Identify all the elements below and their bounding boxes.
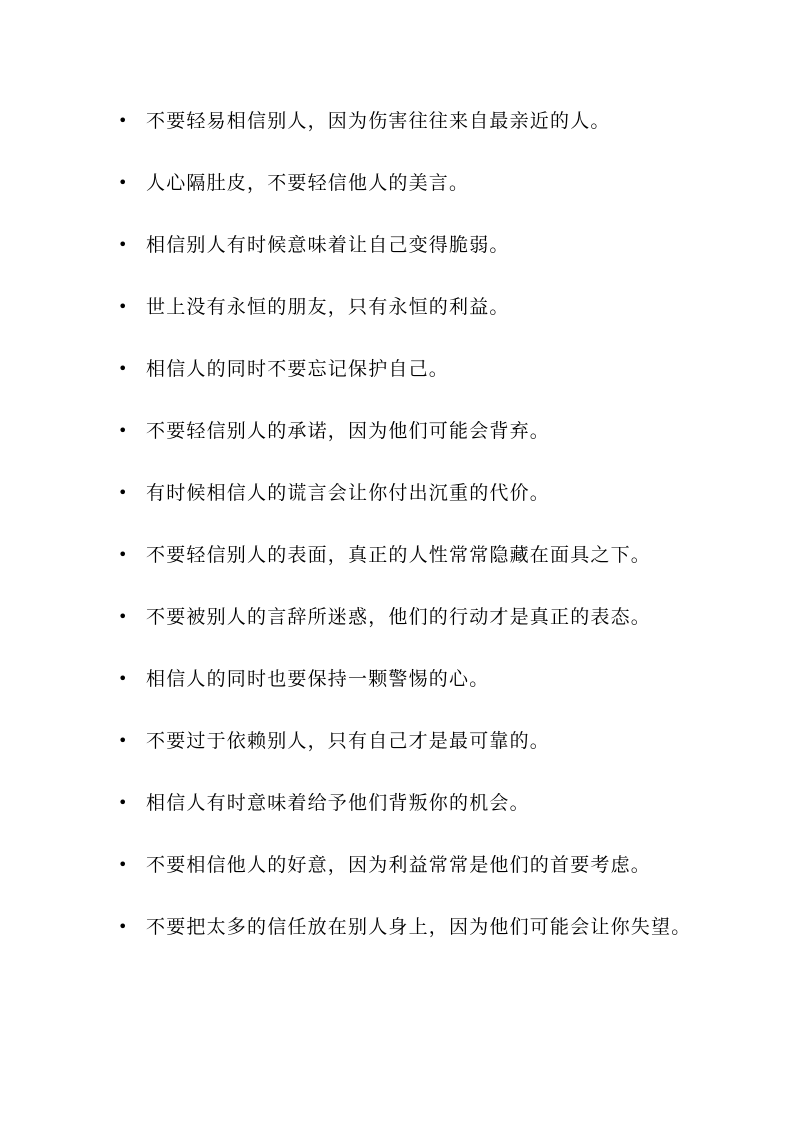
list-item-text: 相信人的同时也要保持一颗警惕的心。 — [146, 668, 490, 690]
list-item — [118, 772, 708, 834]
bullet-icon: • — [118, 607, 129, 626]
list-item-text: 不要轻易相信别人，因为伤害往往来自最亲近的人。 — [146, 110, 611, 132]
bullet-icon: • — [118, 421, 129, 440]
list-item-text: 世上没有永恒的朋友，只有永恒的利益。 — [146, 296, 510, 318]
list-item — [118, 648, 708, 710]
list-item — [118, 586, 708, 648]
list-item-text: 不要轻信别人的承诺，因为他们可能会背弃。 — [146, 420, 551, 442]
bullet-icon: • — [118, 793, 129, 812]
list-item-text: 相信别人有时候意味着让自己变得脆弱。 — [146, 234, 510, 256]
bullet-icon: • — [118, 855, 129, 874]
list-item-text: 不要相信他人的好意，因为利益常常是他们的首要考虑。 — [146, 854, 652, 876]
list-item — [118, 710, 708, 772]
list-item-text: 不要轻信别人的表面，真正的人性常常隐藏在面具之下。 — [146, 544, 652, 566]
list-item-text: 不要把太多的信任放在别人身上，因为他们可能会让你失望。 — [146, 916, 692, 938]
bullet-icon: • — [118, 545, 129, 564]
list-item — [118, 896, 708, 958]
list-item — [118, 276, 708, 338]
bullet-icon: • — [118, 111, 129, 130]
list-item — [118, 524, 708, 586]
bullet-icon: • — [118, 669, 129, 688]
list-item-text: 人心隔肚皮，不要轻信他人的美言。 — [146, 172, 470, 194]
list-item — [118, 834, 708, 896]
list-item — [118, 214, 708, 276]
list-item — [118, 338, 708, 400]
list-item — [118, 90, 708, 152]
bullet-icon: • — [118, 297, 129, 316]
list-item — [118, 462, 708, 524]
bullet-icon: • — [118, 483, 129, 502]
list-item-text: 不要被别人的言辞所迷惑，他们的行动才是真正的表态。 — [146, 606, 652, 628]
list-item-text: 相信人的同时不要忘记保护自己。 — [146, 358, 450, 380]
list-item — [118, 400, 708, 462]
quote-list — [118, 90, 708, 958]
bullet-icon: • — [118, 917, 129, 936]
list-item-text: 不要过于依赖别人，只有自己才是最可靠的。 — [146, 730, 551, 752]
bullet-icon: • — [118, 235, 129, 254]
list-item — [118, 152, 708, 214]
list-item-text: 相信人有时意味着给予他们背叛你的机会。 — [146, 792, 530, 814]
bullet-icon: • — [118, 359, 129, 378]
bullet-icon: • — [118, 731, 129, 750]
list-item-text: 有时候相信人的谎言会让你付出沉重的代价。 — [146, 482, 551, 504]
bullet-icon: • — [118, 173, 129, 192]
